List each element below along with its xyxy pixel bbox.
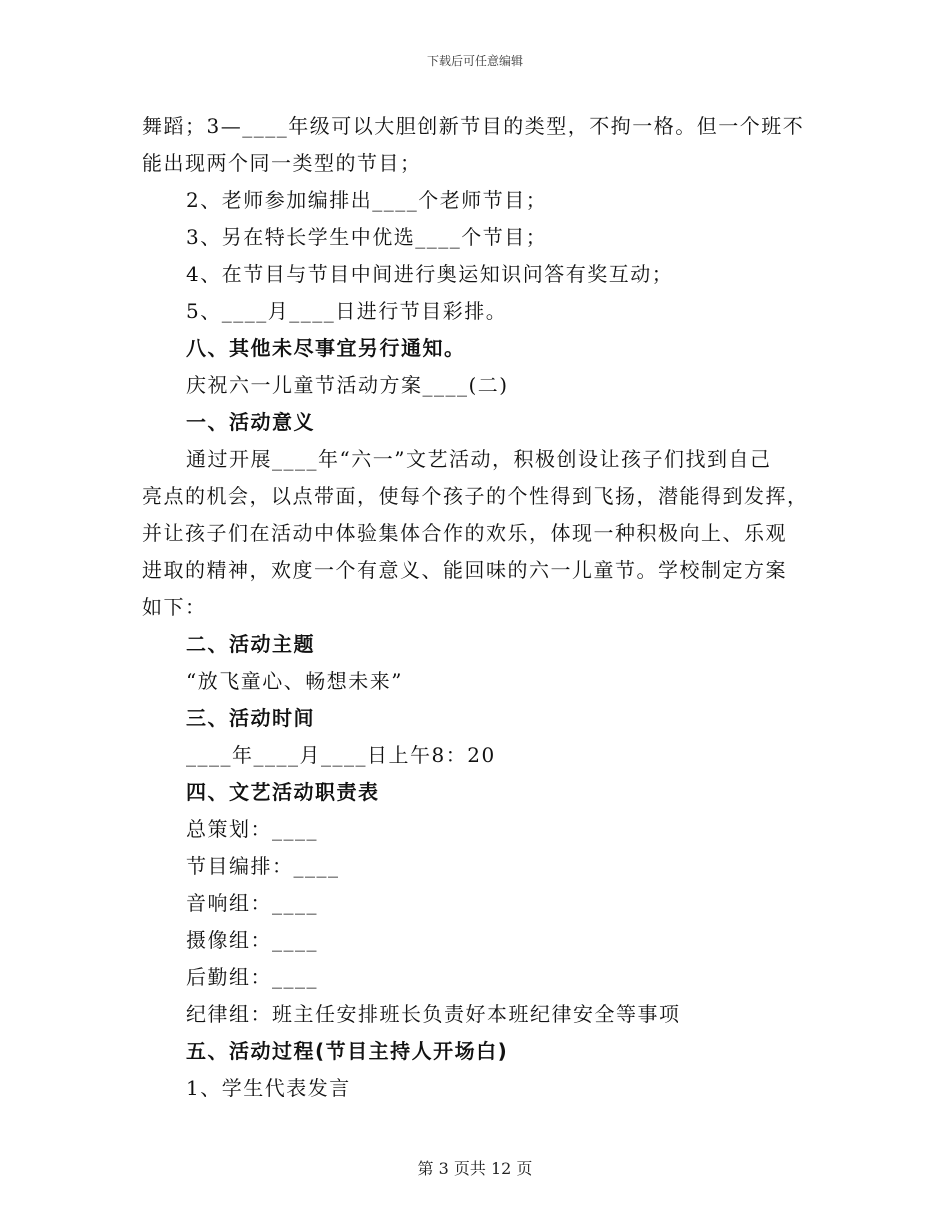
role-line: 音响组：____ <box>186 891 318 915</box>
list-item: 4、在节目与节目中间进行奥运知识问答有奖互动； <box>186 262 674 286</box>
list-item: 2、老师参加编排出____个老师节目； <box>186 188 548 212</box>
body-line: 舞蹈；3—____年级可以大胆创新节目的类型，不拘一格。但一个班不 <box>142 114 805 138</box>
section-heading: 五、活动过程(节目主持人开场白) <box>186 1039 509 1063</box>
role-line: 后勤组：____ <box>186 965 318 989</box>
body-line: “放飞童心、畅想未来” <box>186 669 403 693</box>
section-heading: 一、活动意义 <box>186 410 315 434</box>
list-item: 1、学生代表发言 <box>186 1076 351 1100</box>
body-line: ____年____月____日上午8：20 <box>186 743 496 767</box>
body-line: 并让孩子们在活动中体验集体合作的欢乐，体现一种积极向上、乐观 <box>142 521 787 545</box>
section-heading: 二、活动主题 <box>186 632 315 656</box>
list-item: 5、____月____日进行节目彩排。 <box>186 299 508 323</box>
document-subtitle: 庆祝六一儿童节活动方案____(二) <box>186 373 509 397</box>
document-body <box>142 108 810 1107</box>
body-line: 亮点的机会，以点带面，使每个孩子的个性得到飞扬，潜能得到发挥， <box>142 484 809 508</box>
body-line: 能出现两个同一类型的节目； <box>142 151 422 175</box>
body-line: 进取的精神，欢度一个有意义、能回味的六一儿童节。学校制定方案 <box>142 558 787 582</box>
role-line: 纪律组：班主任安排班长负责好本班纪律安全等事项 <box>186 1002 681 1026</box>
role-line: 摄像组：____ <box>186 928 318 952</box>
section-heading: 四、文艺活动职责表 <box>186 780 380 804</box>
list-item: 3、另在特长学生中优选____个节目； <box>186 225 548 249</box>
section-heading: 三、活动时间 <box>186 706 315 730</box>
page-footer: 第 3 页共 12 页 <box>417 1159 533 1178</box>
page-header: 下载后可任意编辑 <box>426 54 523 68</box>
role-line: 节目编排：____ <box>186 854 340 878</box>
body-line: 如下： <box>142 595 207 619</box>
section-heading: 八、其他未尽事宜另行通知。 <box>186 336 466 360</box>
body-line: 通过开展____年“六一”文艺活动，积极创设让孩子们找到自己 <box>186 447 772 471</box>
role-line: 总策划：____ <box>186 817 318 841</box>
